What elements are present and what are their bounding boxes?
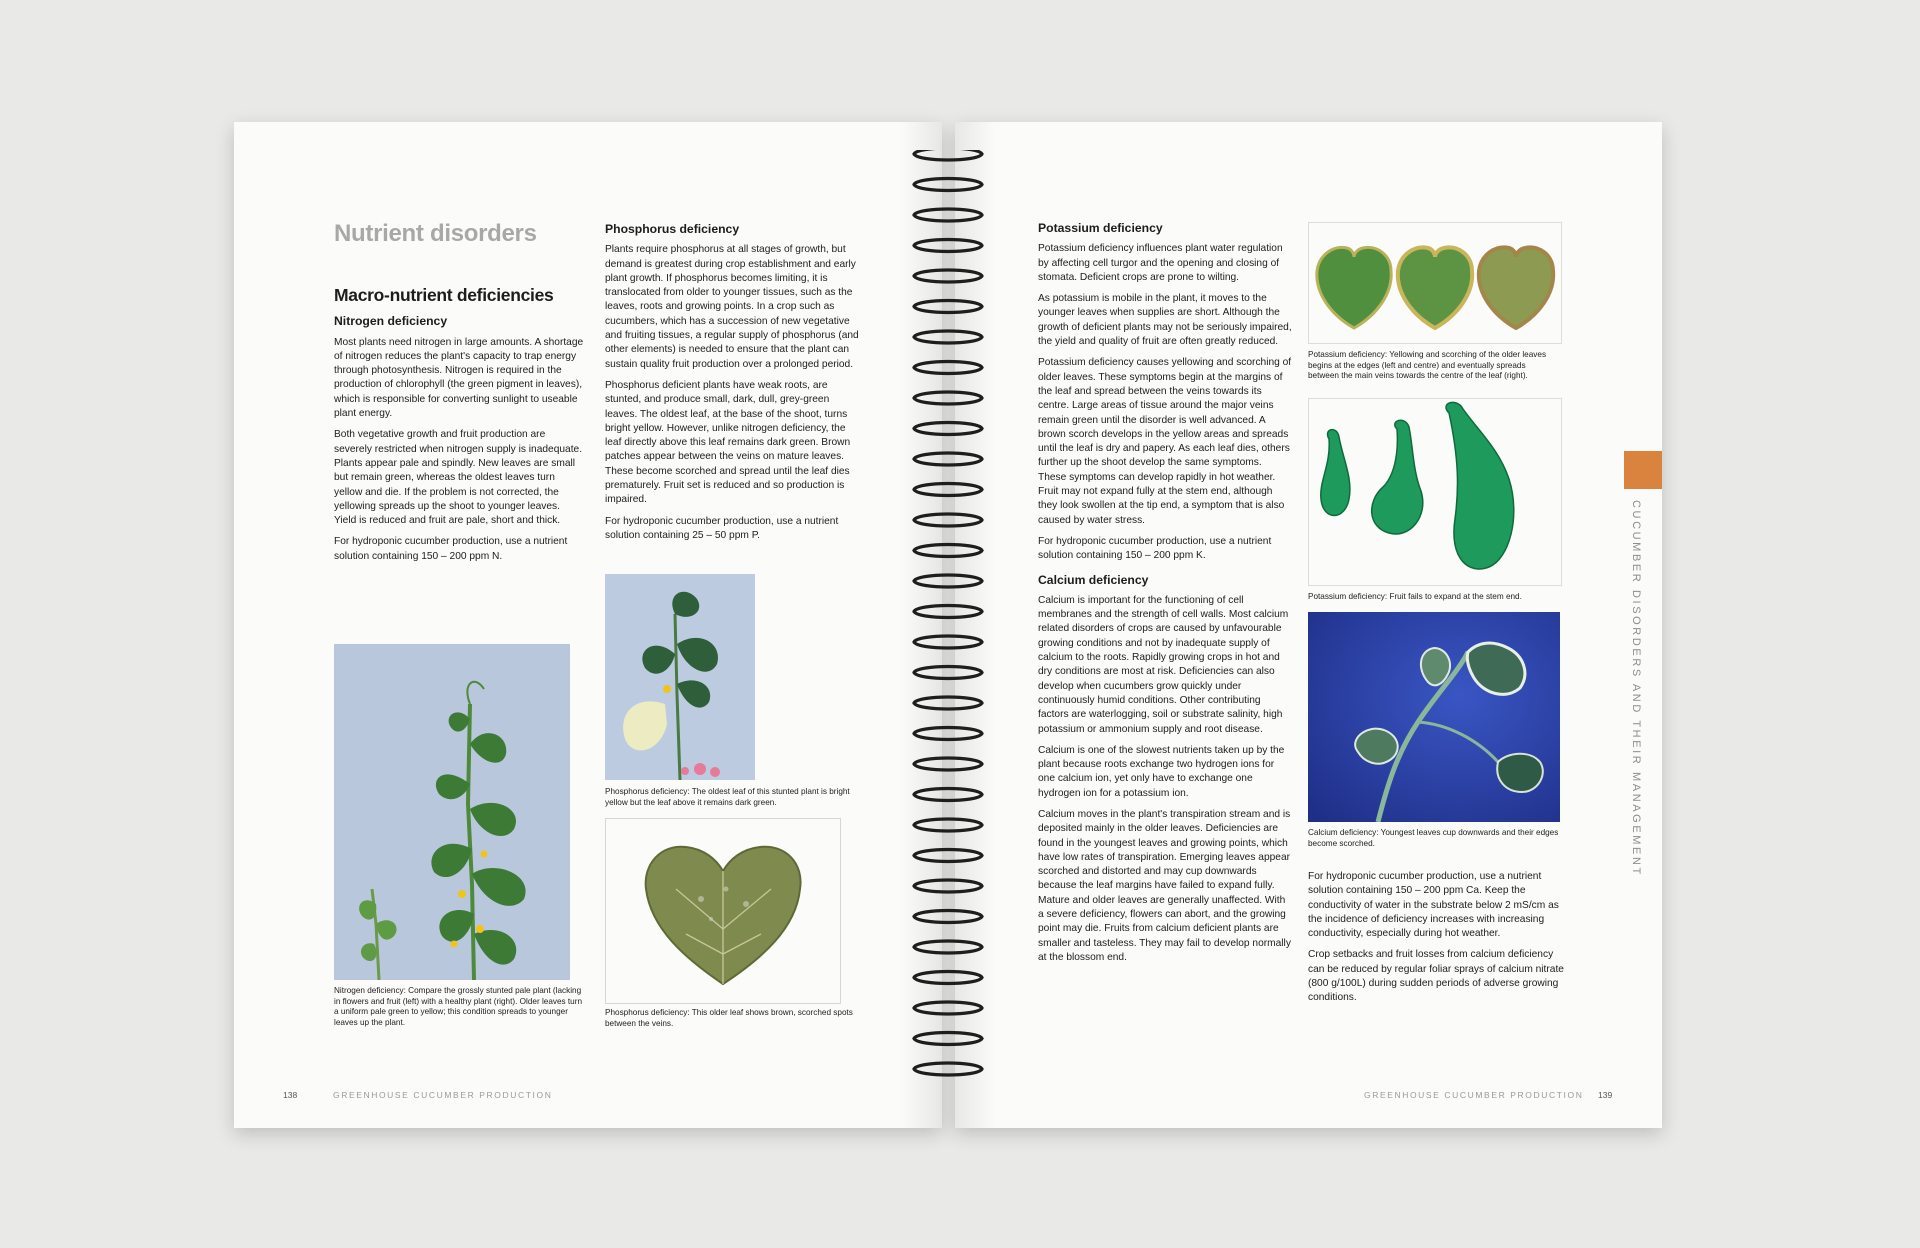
spiral-coil (914, 728, 982, 740)
spiral-coil (914, 484, 982, 496)
phosphorus-heading: Phosphorus deficiency (605, 222, 740, 236)
spiral-coil (914, 545, 982, 557)
spiral-coil (914, 150, 982, 160)
phosphorus-leaf-photo (605, 818, 841, 1004)
spiral-coil (914, 819, 982, 831)
paragraph: Calcium is one of the slowest nutrients taken up by the plant because roots exchange two hydrogen ions for one calcium ion, yet only have to exchange one hydrogen ion for a potassium ion. (1038, 744, 1285, 799)
spiral-coil (914, 941, 982, 953)
spiral-coil (914, 362, 982, 374)
spiral-coil (914, 331, 982, 343)
chapter-tab-marker (1624, 451, 1662, 489)
spiral-coil (914, 789, 982, 801)
page-number-left: 138 (283, 1090, 298, 1100)
spiral-coil (914, 240, 982, 252)
spiral-coil (914, 1002, 982, 1014)
paragraph: Potassium deficiency causes yellowing and scorching of older leaves. These symptoms begin at the margins of the leaf and spread between the veins towards its centre. Large areas of tissue around the major veins remain green until the disorder is well advanced. A brown scorch develops in the yellow areas and spreads until the leaf is dry and papery. As each leaf dies, others further up the shoot develop the same symptoms. These symptoms can develop rapidly in hot weather. Fruit may not expand fully at the stem end, although they look swollen at the tip end, a symptom that is also caused by water stress. (1038, 357, 1292, 526)
spiral-coil (914, 392, 982, 404)
spiral-coil (914, 209, 982, 221)
spiral-coil (914, 606, 982, 618)
paragraph: Crop setbacks and fruit losses from calcium deficiency can be reduced by regular foliar sprays of calcium nitrate (800 g/100L) during sudden periods of adverse growing conditions. (1308, 949, 1564, 1004)
spiral-coil (914, 301, 982, 313)
spiral-coil (914, 575, 982, 587)
paragraph: Most plants need nitrogen in large amounts. A shortage of nitrogen reduces the plant's capacity to trap energy through photosynthesis. Nitrogen is required in the production of chlorophyll (the green pigment in leaves), which is responsible for converting sunlight to useable plant energy. (334, 336, 584, 420)
calcium-right-column (1308, 870, 1564, 1013)
phosphorus-caption-2: Phosphorus deficiency: This older leaf shows brown, scorched spots between the veins. (605, 1008, 853, 1028)
spiral-coil (914, 911, 982, 923)
potassium-fruit-photo (1308, 398, 1562, 586)
nitrogen-column (334, 285, 584, 571)
paragraph: For hydroponic cucumber production, use a nutrient solution containing 25 – 50 ppm P. (605, 515, 839, 541)
paragraph: For hydroponic cucumber production, use a nutrient solution containing 150 – 200 ppm N. (334, 536, 568, 562)
calcium-plant-photo (1308, 612, 1560, 822)
running-footer-left: GREENHOUSE CUCUMBER PRODUCTION (333, 1090, 553, 1100)
paragraph: Potassium deficiency influences plant water regulation by affecting cell turgor and the opening and closing of stomata. Deficient crops are prone to wilting. (1038, 243, 1283, 283)
spiral-coil (914, 179, 982, 191)
paragraph: As potassium is mobile in the plant, it moves to the younger leaves when supplies are short. Although the growth of deficient plants may not be seriously impaired, the yield and quality of fruit are often greatly reduced. (1038, 293, 1292, 348)
spiral-coil (914, 636, 982, 648)
page-number-right: 139 (1598, 1090, 1613, 1100)
phosphorus-column (605, 222, 859, 550)
potassium-column (1038, 221, 1292, 972)
calcium-caption: Calcium deficiency: Youngest leaves cup downwards and their edges become scorched. (1308, 828, 1559, 848)
running-footer-right: GREENHOUSE CUCUMBER PRODUCTION (1364, 1090, 1584, 1100)
spiral-coil (914, 697, 982, 709)
potassium-caption-2: Potassium deficiency: Fruit fails to expand at the stem end. (1308, 592, 1522, 601)
paragraph: Calcium is important for the functioning of cell membranes and the strength of cell walls. Most calcium related disorders of crops are caused by unfavourable growing conditions and not by inadequate supply of calcium to the roots. Rapidly growing crops in hot and dry conditions are most at risk. Deficiencies can also develop when cucumbers grow quickly under continuously humid conditions. Other contributing factors are waterlogging, soil or substrate salinity, high potassium or ammonium supply and root disease. (1038, 594, 1289, 735)
spiral-coil (914, 850, 982, 862)
paragraph: Plants require phosphorus at all stages of growth, but demand is greatest during crop establishment and early plant growth. If phosphorus becomes limiting, it is translocated from older to younger tissues, such as the leaves, roots and growing points. In a crop such as cucumbers, which has a succession of new vegetative and fruiting tissues, a regular supply of phosphorus (and other elements) is needed to ensure that the plant can sustain quality fruit production over a prolonged period. (605, 244, 859, 370)
paragraph: Both vegetative growth and fruit production are severely restricted when nitrogen supply is inadequate. Plants appear pale and spindly. New leaves are small but remain green, whereas the oldest leaves turn yellow and die. If the problem is not corrected, the yellowing spreads up the shoot to younger leaves. Yield is reduced and fruit are pale, short and thick. (334, 429, 583, 527)
spiral-binding (908, 150, 988, 1110)
phosphorus-caption-1: Phosphorus deficiency: The oldest leaf of this stunted plant is bright yellow but the leaf above it remains dark green. (605, 787, 850, 807)
spiral-coil (914, 514, 982, 526)
calcium-heading: Calcium deficiency (1038, 572, 1149, 587)
spiral-coil (914, 758, 982, 770)
section-title: Macro-nutrient deficiencies (334, 285, 554, 305)
nitrogen-caption: Nitrogen deficiency: Compare the grossly stunted pale plant (lacking in flowers and fruit (left) with a healthy plant (right). Older leaves turn a uniform pale green to yellow; this condition spreads to younger leaves up the plant. (334, 986, 583, 1027)
paragraph: For hydroponic cucumber production, use a nutrient solution containing 150 – 200 ppm K. (1038, 535, 1272, 562)
spiral-coil (914, 972, 982, 984)
spiral-coil (914, 1033, 982, 1045)
spiral-coil (914, 423, 982, 435)
spiral-coil (914, 453, 982, 465)
spiral-coil (914, 1063, 982, 1075)
paragraph: Calcium moves in the plant's transpiration stream and is deposited mainly in the older leaves. Deficiencies are found in the youngest leaves and growing points, which have low rates of transpiration. Emerging leaves appear scorched and distorted and may cup downwards because the leaf margins have failed to expand fully. Mature and older leaves are generally unaffected. With a severe deficiency, flowers can abort, and the growing point may die. Fruits from calcium deficient plants are smaller and tasteless. They may fail to develop normally at the blossom end. (1038, 808, 1291, 963)
chapter-tab-label: CUCUMBER DISORDERS AND THEIR MANAGEMENT (1630, 500, 1642, 877)
paragraph: Phosphorus deficient plants have weak roots, are stunted, and produce small, dark, dull, grey-green leaves. The oldest leaf, at the base of the shoot, turns bright yellow. However, unlike nitrogen deficiency, the leaf directly above this leaf remains dark green. Brown patches appear between the veins on mature leaves. These become scorched and spread until the leaf dies prematurely. Fruit set is reduced and so production is impaired. (605, 379, 851, 506)
spiral-coil (914, 270, 982, 282)
paragraph: For hydroponic cucumber production, use a nutrient solution containing 150 – 200 ppm Ca. Keep the conductivity of water in the substrate below 2 mS/cm as the incidence of deficiency increases with increasing conductivity, especially during hot weather. (1308, 871, 1559, 940)
potassium-caption-1: Potassium deficiency: Yellowing and scorching of the older leaves begins at the edges (left and centre) and eventually spreads between the main veins towards the centre of the leaf (right). (1308, 350, 1547, 380)
potassium-leaves-photo (1308, 222, 1562, 344)
spiral-coil (914, 880, 982, 892)
phosphorus-plant-photo (605, 574, 755, 780)
spiral-coil (914, 667, 982, 679)
nitrogen-heading: Nitrogen deficiency (334, 314, 448, 329)
chapter-title: Nutrient disorders (334, 220, 537, 247)
nitrogen-plant-photo (334, 644, 570, 980)
potassium-heading: Potassium deficiency (1038, 221, 1163, 235)
